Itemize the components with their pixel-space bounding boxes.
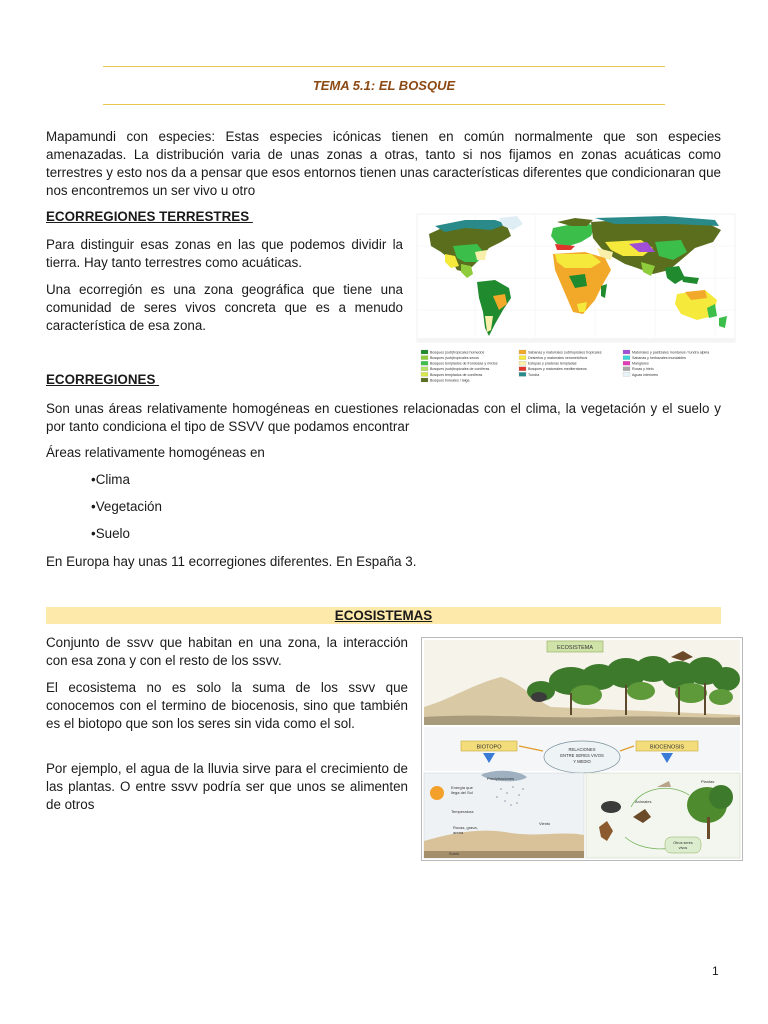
label-otros-1: Otros seres <box>673 841 693 845</box>
section-heading-ecorregiones: ECORREGIONES <box>46 372 160 387</box>
legend-label: Sabanas y matorrales subtropicales tropicales <box>528 350 602 355</box>
label-ecosistema: ECOSISTEMA <box>556 645 594 651</box>
ecorregiones-paragraph-2: Áreas relativamente homogéneas en <box>46 445 265 460</box>
legend-label: Bosques templados de coníferas <box>430 372 483 377</box>
label-suelo: Suelo <box>449 851 460 856</box>
legend-swatch <box>623 350 630 354</box>
relaciones-line-3: Y MEDIO <box>573 759 591 764</box>
ecosistemas-paragraph-3: Por ejemplo, el agua de la lluvia sirve para el crecimiento de las plantas. O entre ssvv podría ser que unos se alimenten de otros <box>46 761 408 812</box>
legend-label: Aguas interiores <box>632 372 658 377</box>
legend-swatch <box>421 350 428 354</box>
legend-swatch <box>421 367 428 371</box>
bullet-clima: •Clima <box>91 472 130 487</box>
legend-label: Tundra <box>528 372 540 377</box>
section-heading-ecorregiones-terrestres: ECORREGIONES TERRESTRES <box>46 209 253 224</box>
legend-label: Desiertos y matorrales xerometóficos <box>528 356 588 360</box>
legend-label: Bosques templados de frondosas y mixtos <box>430 361 498 366</box>
label-temperatura: Temperatura <box>451 809 474 814</box>
relaciones-line-1: RELACIONES <box>568 747 596 752</box>
legend-label: Sabanas y herbazales inundables <box>632 356 686 360</box>
legend-label: Manglares <box>632 361 649 366</box>
world-ecoregions-map <box>415 212 737 384</box>
legend-swatch <box>421 361 428 365</box>
title-rule-top <box>103 66 665 67</box>
legend-swatch <box>623 356 630 360</box>
legend-swatch <box>519 350 526 354</box>
legend-swatch <box>623 361 630 365</box>
label-energia-2: llega del Sol <box>451 790 473 795</box>
legend-label: Rocas y hielo <box>632 367 654 372</box>
ecorregiones-terrestres-paragraph-1: Para distinguir esas zonas en las que podemos dividir la tierra. Hay tanto terrestres como acuáticas. <box>46 237 403 270</box>
label-animales: Animales <box>635 799 652 804</box>
ecorregiones-paragraph-3: En Europa hay unas 11 ecorregiones diferentes. En España 3. <box>46 554 417 569</box>
label-biotopo: BIOTOPO <box>476 744 502 751</box>
ecosystem-diagram <box>421 637 743 861</box>
legend-swatch <box>519 356 526 360</box>
legend-swatch <box>421 356 428 360</box>
page-number: 1 <box>712 964 719 978</box>
legend-label: Bosques y matorrales mediterráneos <box>528 367 587 372</box>
label-biocenosis: BIOCENOSIS <box>649 744 685 751</box>
label-plantas: Plantas <box>701 779 715 784</box>
label-rocas-1: Rocas, grava, <box>453 825 478 830</box>
label-viento: Viento <box>539 821 551 826</box>
legend-swatch <box>519 361 526 365</box>
legend-label: Bosques (sub)tropicales de coníferas <box>430 367 490 372</box>
legend-swatch <box>623 367 630 371</box>
label-otros-2: vivos <box>678 846 688 850</box>
ecorregiones-terrestres-paragraph-2: Una ecorregión es una zona geográfica que tiene una comunidad de seres vivos concreta que es a menudo característica de esa zona. <box>46 282 403 333</box>
legend-label: Bosques (sub)tropicales secos <box>430 356 479 360</box>
title-rule-bottom <box>103 104 665 105</box>
relaciones-line-2: ENTRE SERES VIVOS <box>560 753 604 758</box>
label-energia-1: Energía que <box>451 785 473 790</box>
ecorregiones-paragraph-1: Son unas áreas relativamente homogéneas en cuestiones relacionadas con el clima, la vegetación y el suelo y por tanto condiciona el tipo de SSVV que podamos encontrar <box>46 401 721 434</box>
legend-label: Bosques (sub)tropicales húmedos <box>430 350 485 355</box>
label-precipitaciones: Precipitaciones <box>487 776 515 781</box>
legend-swatch <box>519 372 526 376</box>
page-title: TEMA 5.1: EL BOSQUE <box>312 78 456 93</box>
legend-label: Matorrales y pastizales montanos / tundra alpina <box>632 350 710 355</box>
ecosistemas-heading-text: ECOSISTEMAS <box>334 608 433 623</box>
legend-label: Estepas y praderas templadas <box>528 361 577 366</box>
label-rocas-2: arena <box>453 830 464 835</box>
ecosistemas-paragraph-1: Conjunto de ssvv que habitan en una zona, la interacción con esa zona y con el resto de los ssvv. <box>46 635 408 668</box>
legend-label: Bosques boreales / taiga <box>430 378 470 383</box>
legend-swatch <box>421 378 428 382</box>
bullet-vegetacion: •Vegetación <box>91 499 162 514</box>
legend-swatch <box>519 367 526 371</box>
legend-swatch <box>623 372 630 376</box>
legend-swatch <box>421 372 428 376</box>
ecosistemas-paragraph-2: El ecosistema no es solo la suma de los ssvv que conocemos con el termino de biocenosis, sino que también es el biotopo que son los seres sin vida como el sol. <box>46 680 408 731</box>
intro-paragraph: Mapamundi con especies: Estas especies icónicas tienen en común normalmente que son especies amenazadas. La distribución varia de unas zonas a otras, tanto si nos fijamos en zonas acuáticas como terrestres y esto nos da a pensar que esos entornos tienen unas características diferentes que condicionaran que nos encontremos un ser vivo u otro <box>46 129 721 198</box>
section-heading-ecosistemas <box>46 607 721 624</box>
bullet-suelo: •Suelo <box>91 526 130 541</box>
